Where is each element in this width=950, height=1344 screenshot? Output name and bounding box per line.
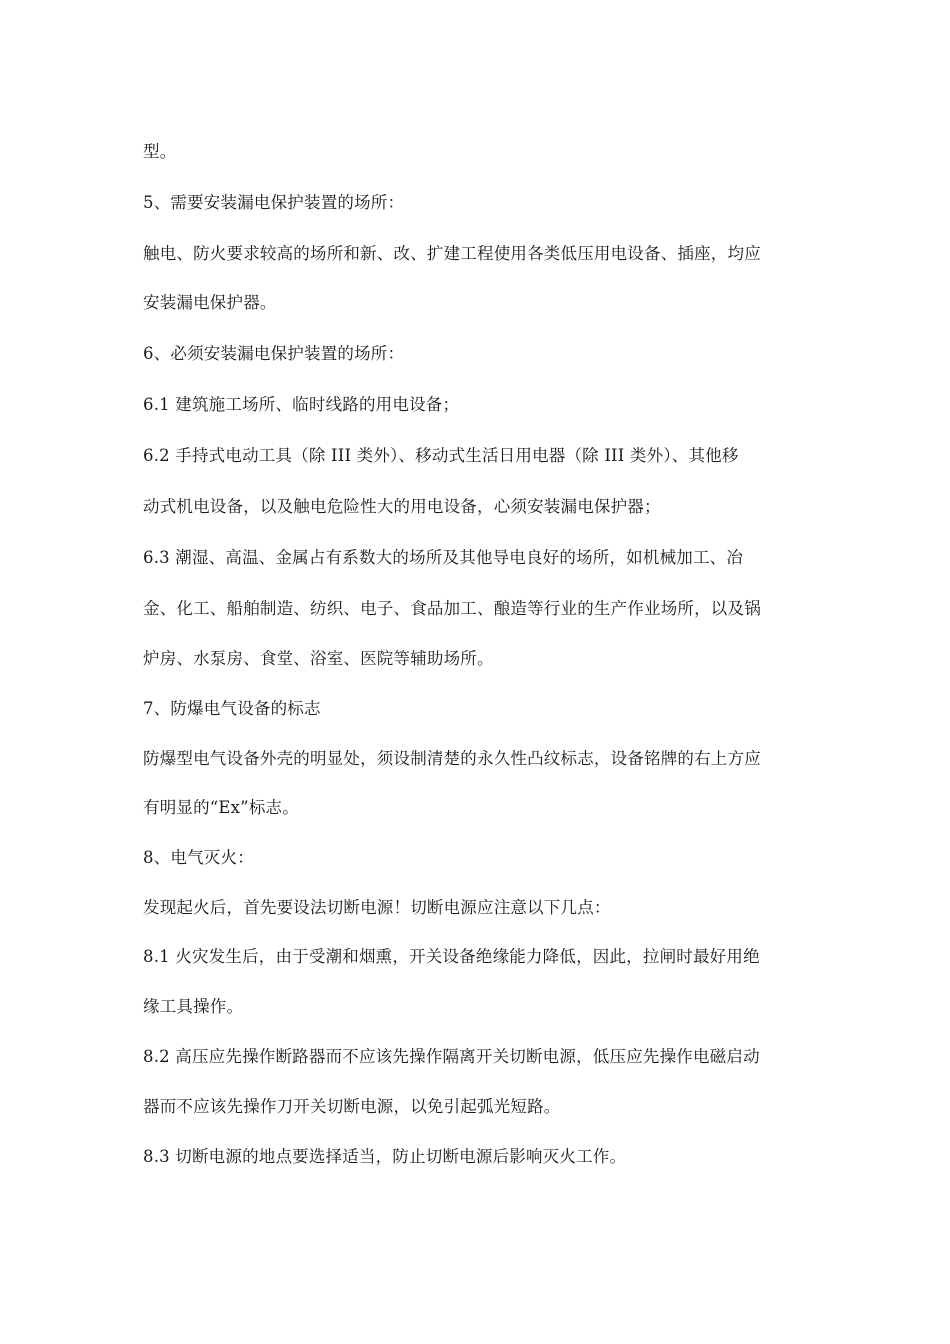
heading-7: 7、防爆电气设备的标志	[143, 699, 321, 718]
text-line: 发现起火后，首先要设法切断电源！切断电源应注意以下几点：	[143, 898, 611, 917]
heading-8: 8、电气灭火：	[143, 848, 254, 867]
text-line: 器而不应该先操作刀开关切断电源，以免引起弧光短路。	[143, 1097, 561, 1116]
text-line: 防爆型电气设备外壳的明显处，须设制清楚的永久性凸纹标志，设备铭牌的右上方应	[143, 749, 761, 768]
text-line: 动式机电设备，以及触电危险性大的用电设备，心须安装漏电保护器；	[143, 497, 661, 516]
text-line: 金、化工、船舶制造、纺织、电子、食品加工、酿造等行业的生产作业场所，以及锅	[143, 599, 761, 618]
text-line: 8.3 切断电源的地点要选择适当，防止切断电源后影响灭火工作。	[143, 1147, 627, 1166]
text-line: 炉房、水泵房、食堂、浴室、医院等辅助场所。	[143, 649, 494, 668]
text-line: 型。	[143, 142, 177, 161]
text-line: 8.1 火灾发生后，由于受潮和烟熏，开关设备绝缘能力降低，因此，拉闸时最好用绝	[143, 947, 760, 966]
text-line: 6.1 建筑施工场所、临时线路的用电设备；	[143, 395, 460, 414]
text-line: 有明显的“Ex”标志。	[143, 798, 299, 817]
text-line: 6.2 手持式电动工具（除 III 类外）、移动式生活日用电器（除 III 类外）、其他移	[143, 446, 739, 465]
text-line: 6.3 潮湿、高温、金属占有系数大的场所及其他导电良好的场所，如机械加工、冶	[143, 548, 744, 567]
text-line: 安装漏电保护器。	[143, 293, 277, 312]
heading-5: 5、需要安装漏电保护装置的场所：	[143, 193, 405, 212]
text-line: 8.2 高压应先操作断路器而不应该先操作隔离开关切断电源，低压应先操作电磁启动	[143, 1047, 760, 1066]
text-line: 触电、防火要求较高的场所和新、改、扩建工程使用各类低压用电设备、插座，均应	[143, 244, 761, 263]
heading-6: 6、必须安装漏电保护装置的场所：	[143, 344, 405, 363]
text-line: 缘工具操作。	[143, 997, 244, 1016]
